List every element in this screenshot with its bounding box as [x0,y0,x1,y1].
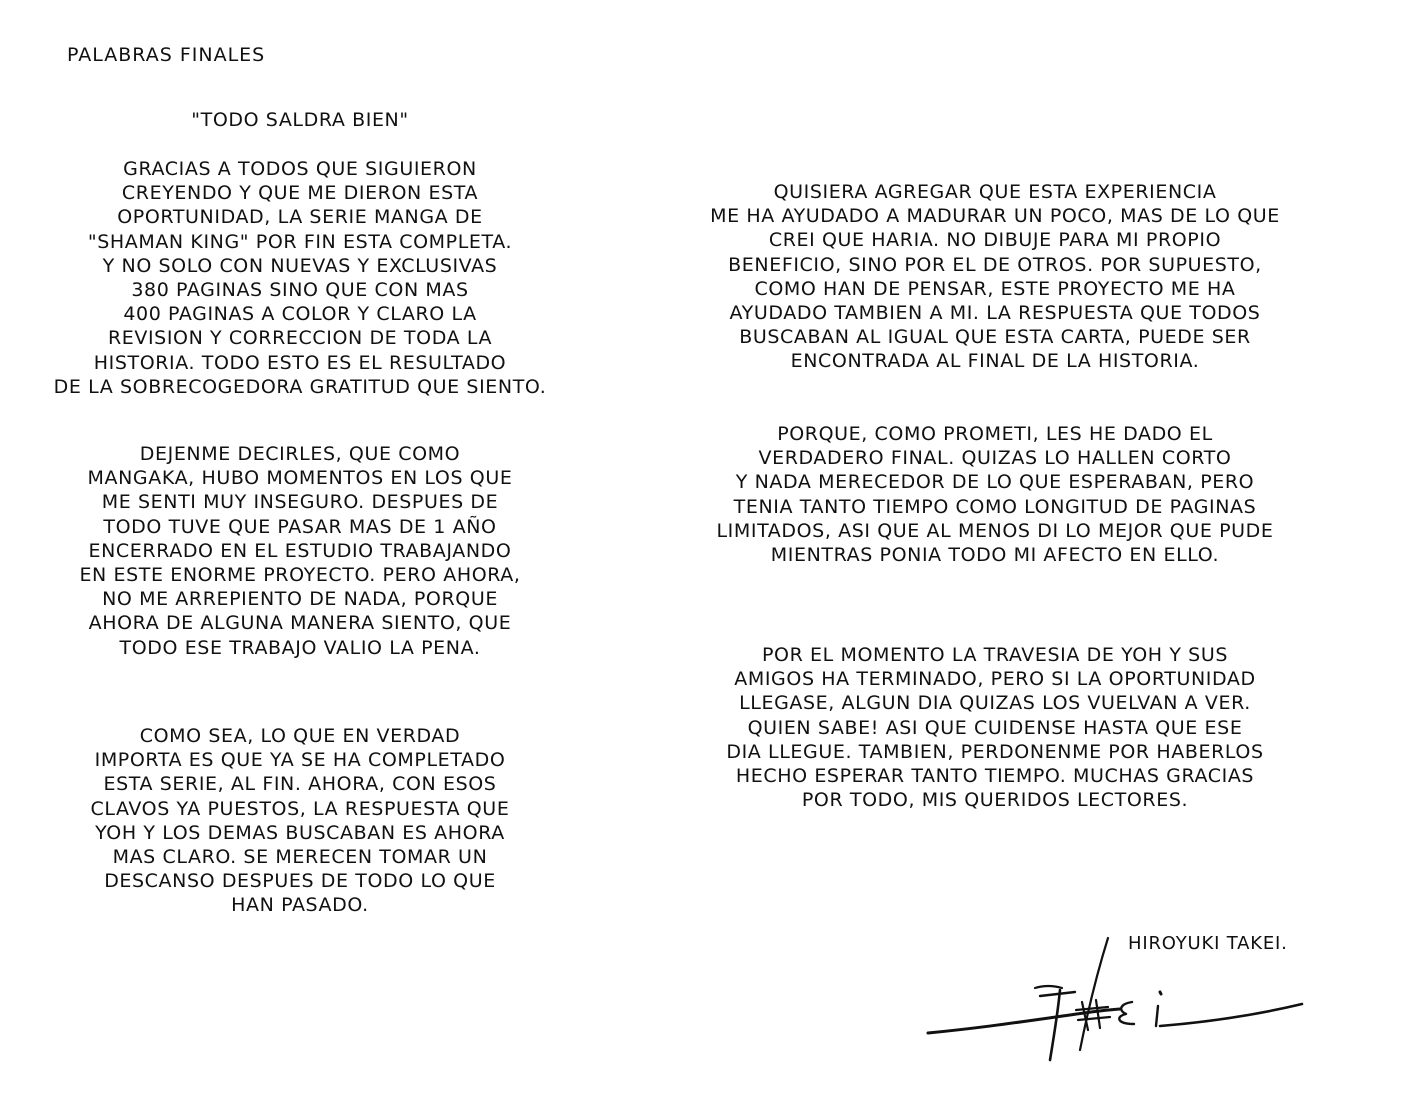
left-paragraph-2: DEJENME DECIRLES, QUE COMO MANGAKA, HUBO MOMENTOS EN LOS QUE ME SENTI MUY INSEGURO. DESPUES DE TODO TUVE QUE PASAR MAS DE 1 AÑO ENCERRADO EN EL ESTUDIO TRABAJANDO EN ESTE ENORME PROYECTO. PERO AHORA, NO ME ARREPIENTO DE NADA, PORQUE AHORA DE ALGUNA MANERA SIENTO, QUE TODO ESE TRABAJO VALIO LA PENA. [79,443,521,659]
left-paragraph-3: COMO SEA, LO QUE EN VERDAD IMPORTA ES QUE YA SE HA COMPLETADO ESTA SERIE, AL FIN. AHORA, CON ESOS CLAVOS YA PUESTOS, LA RESPUESTA QUE YOH Y LOS DEMAS BUSCABAN ES AHORA MAS CLARO. SE MERECEN TOMAR UN DESCANSO DESPUES DE TODO LO QUE HAN PASADO. [90,725,510,917]
left-paragraph-1: GRACIAS A TODOS QUE SIGUIERON CREYENDO Y QUE ME DIERON ESTA OPORTUNIDAD, LA SERIE MANGA DE "SHAMAN KING" POR FIN ESTA COMPLETA. Y NO SOLO CON NUEVAS Y EXCLUSIVAS 380 PAGINAS SINO QUE CON MAS 400 PAGINAS A COLOR Y CLARO LA REVISION Y CORRECCION DE TODA LA HISTORIA. TODO ESTO ES EL RESULTADO DE LA SOBRECOGEDORA GRATITUD QUE SIENTO. [53,158,547,398]
letter-subtitle: "TODO SALDRA BIEN" [191,109,409,131]
author-name: HIROYUKI TAKEI. [1128,933,1288,954]
right-paragraph-1: QUISIERA AGREGAR QUE ESTA EXPERIENCIA ME HA AYUDADO A MADURAR UN POCO, MAS DE LO QUE CREI QUE HARIA. NO DIBUJE PARA MI PROPIO BENEFICIO, SINO POR EL DE OTROS. POR SUPUESTO, COMO HAN DE PENSAR, ESTE PROYECTO ME HA AYUDADO TAMBIEN A MI. LA RESPUESTA QUE TODOS BUSCABAN AL IGUAL QUE ESTA CARTA, PUEDE SER ENCONTRADA AL FINAL DE LA HISTORIA. [710,181,1280,373]
handwritten-signature-icon [920,930,1320,1080]
right-paragraph-2: PORQUE, COMO PROMETI, LES HE DADO EL VERDADERO FINAL. QUIZAS LO HALLEN CORTO Y NADA MERECEDOR DE LO QUE ESPERABAN, PERO TENIA TANTO TIEMPO COMO LONGITUD DE PAGINAS LIMITADOS, ASI QUE AL MENOS DI LO MEJOR QUE PUDE MIENTRAS PONIA TODO MI AFECTO EN ELLO. [716,423,1274,567]
right-paragraph-3: POR EL MOMENTO LA TRAVESIA DE YOH Y SUS AMIGOS HA TERMINADO, PERO SI LA OPORTUNIDAD LLEGASE, ALGUN DIA QUIZAS LOS VUELVAN A VER. QUIEN SABE! ASI QUE CUIDENSE HASTA QUE ESE DIA LLEGUE. TAMBIEN, PERDONENME POR HABERLOS HECHO ESPERAR TANTO TIEMPO. MUCHAS GRACIAS POR TODO, MIS QUERIDOS LECTORES. [726,644,1264,812]
page-heading: PALABRAS FINALES [67,44,266,66]
